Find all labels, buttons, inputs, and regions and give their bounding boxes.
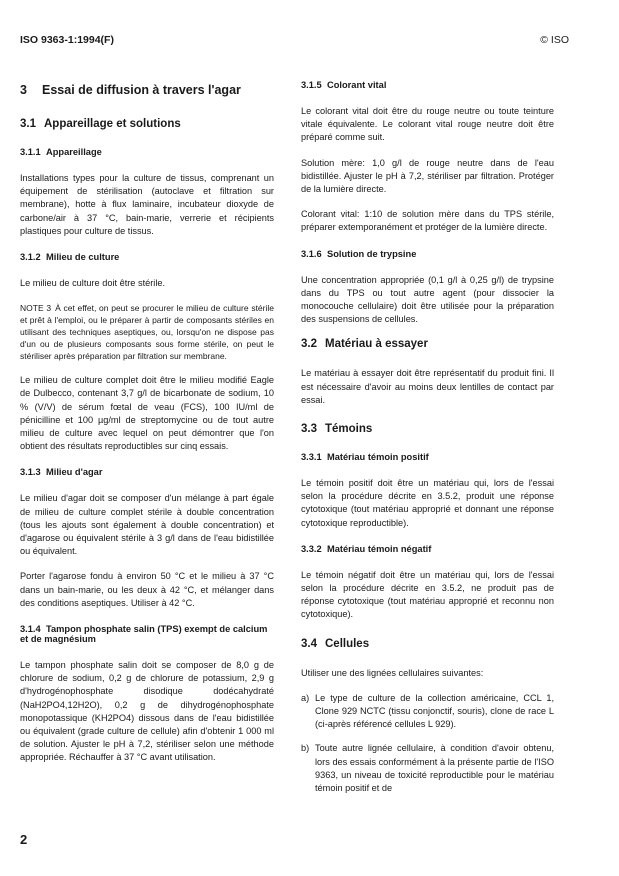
heading-3-1-3 xyxy=(20,467,274,477)
heading-3-1-5 xyxy=(301,80,554,90)
note-text: À cet effet, on peut se procurer le milieu de culture stérile et prêt à l'emploi, ou le préparer à partir de composants stériles en utilisant des techniques aseptiques, ou, lorsqu'on ne dispose pas d'un ou de plusieurs composants sous forme stérile, on peut le stériliser après préparation par filtration sur membrane. xyxy=(20,303,274,362)
heading-number: 3.1.1 xyxy=(20,147,41,157)
heading-title: Appareillage xyxy=(46,147,102,157)
paragraph-3-4: Utiliser une des lignées cellulaires suivantes: xyxy=(301,667,484,678)
heading-number: 3.3.2 xyxy=(301,543,322,554)
heading-number: 3.1.6 xyxy=(301,248,322,259)
heading-3-1-6 xyxy=(301,249,554,259)
heading-3-1-4 xyxy=(20,624,274,644)
heading-title: Matériau à essayer xyxy=(325,338,428,351)
left-column xyxy=(20,80,274,777)
heading-number: 3.1.2 xyxy=(20,252,41,263)
heading-number: 3.1 xyxy=(20,118,36,130)
heading-number: 3.2 xyxy=(301,338,317,351)
list-item xyxy=(301,692,554,732)
paragraph-3-1-5b: Solution mère: 1,0 g/l de rouge neutre dans de l'eau bidistillée. Ajuster le pH à 7,2, stériliser par filtration. Protéger de la lumière directe. xyxy=(301,157,554,195)
heading-title: Solution de trypsine xyxy=(327,248,417,259)
list-marker: a) xyxy=(301,692,310,703)
heading-3-3 xyxy=(301,423,554,435)
paragraph-3-1-5c: Colorant vital: 1:10 de solution mère dans du TPS stérile, préparer extemporanément et protéger de la lumière directe. xyxy=(301,209,554,233)
heading-title: Cellules xyxy=(325,637,370,650)
note-label: NOTE 3 xyxy=(20,303,52,314)
heading-3-2 xyxy=(301,338,554,350)
heading-number: 3.3.1 xyxy=(301,452,322,463)
heading-3-3-1 xyxy=(301,452,554,462)
heading-number: 3.3 xyxy=(301,423,317,436)
heading-number: 3.1.3 xyxy=(20,467,41,478)
list-text: Toute autre lignée cellulaire, à condition d'avoir obtenu, lors des essais conformément à la présente partie de l'ISO 9363, un niveau de toxicité reproductible pour le matériau témoin positif et de xyxy=(315,743,554,794)
heading-title: Matériau témoin positif xyxy=(327,452,429,463)
page-number: 2 xyxy=(20,832,28,847)
copyright-mark: © ISO xyxy=(540,34,569,46)
cell-line-list xyxy=(301,692,554,795)
paragraph-3-1-6: Une concentration appropriée (0,1 g/l à 0,25 g/l) de trypsine dans du TPS ou tout autre agent (pour dissocier la monocouche cellulaire) doit être utilisée pour la préparation des suspensions de cellules. xyxy=(301,274,554,325)
heading-title: Appareillage et solutions xyxy=(44,118,181,130)
right-column xyxy=(301,80,554,806)
heading-3-1-2 xyxy=(20,252,274,262)
heading-title: Tampon phosphate salin (TPS) exempt de calcium et de magnésium xyxy=(20,624,268,645)
paragraph-3-1-2b: Le milieu de culture complet doit être le milieu modifié Eagle de Dulbecco, contenant 3,7 g/l de bicarbonate de sodium, 10 % (V/V) de sérum fœtal de veau (FCS), 100 IU/ml de pénicilline et 100 µg/ml de streptomycine ou de tout autre milieu de culture avec lequel on peut démontrer que l'on obtient des résultats reproductibles sur cinq essais. xyxy=(20,375,274,452)
list-marker: b) xyxy=(301,743,310,754)
heading-title: Matériau témoin négatif xyxy=(327,543,432,554)
paragraph-3-3-1: Le témoin positif doit être un matériau qui, lors de l'essai selon la procédure décrite en 3.5.2, produit une réponse cytotoxique (tout matériau approprié et donnant une réponse cytotoxique reproductible). xyxy=(301,478,554,528)
heading-3-1 xyxy=(20,118,274,130)
heading-title: Colorant vital xyxy=(327,80,387,90)
heading-3-4 xyxy=(301,638,554,650)
paragraph-3-1-3b: Porter l'agarose fondu à environ 50 °C et le milieu à 37 °C dans un bain-marie, ou les deux à 42 °C, et mélanger dans des conditions aseptiques. Utiliser à 42 °C. xyxy=(20,571,274,608)
paragraph-3-1-5a: Le colorant vital doit être du rouge neutre ou toute teinture vitale équivalente. Le colorant vital rouge neutre doit être préparé comme suit. xyxy=(301,106,554,143)
note-3 xyxy=(20,302,274,362)
heading-number: 3.1.5 xyxy=(301,80,322,90)
heading-title: Témoins xyxy=(325,423,373,436)
heading-3-3-2 xyxy=(301,544,554,554)
heading-number: 3.4 xyxy=(301,637,317,650)
heading-title: Milieu d'agar xyxy=(46,467,103,478)
paragraph-3-1-1: Installations types pour la culture de tissus, comprenant un équipement de stérilisation (autoclave et filtration sur membrane), hotte à flux laminaire, incubateur dioxyde de carbone/air à 37 °C, bain-marie, verrerie et récipients plastiques pour culture de tissus. xyxy=(20,173,274,236)
heading-number: 3.1.4 xyxy=(20,624,41,635)
heading-title: Milieu de culture xyxy=(46,252,120,263)
heading-number: 3 xyxy=(20,83,27,97)
paragraph-3-1-2a: Le milieu de culture doit être stérile. xyxy=(20,278,166,289)
heading-3 xyxy=(20,83,274,97)
standard-reference: ISO 9363-1:1994(F) xyxy=(20,34,114,46)
paragraph-3-1-4: Le tampon phosphate salin doit se composer de 8,0 g de chlorure de sodium, 0,2 g de chlorure de potassium, 2,9 g d'hydrogénophosphate disodique dodécahydraté (NaH2PO4,12H2O), 0,2 g de dihydrogénophosphate monopotassique (KH2PO4) dissous dans de l'eau bidistillée ou équivalent (grade culture de cellule) afin d'obtenir 1 000 ml de solution. Ajuster le pH à 7,2, stériliser selon une méthode appropriée. Réchauffer à 37 °C avant utilisation. xyxy=(20,660,274,763)
heading-3-1-1 xyxy=(20,147,274,157)
paragraph-3-1-3a: Le milieu d'agar doit se composer d'un mélange à part égale de milieu de culture complet stérile à double concentration (tous les ajouts sont également à double concentration) et d'agarose ou équivalent stérile à 3 g/l dans de l'eau bidistillée ou équivalent. xyxy=(20,493,274,557)
list-item xyxy=(301,742,554,795)
heading-title: Essai de diffusion à travers l'agar xyxy=(42,83,241,97)
paragraph-3-3-2: Le témoin négatif doit être un matériau qui, lors de l'essai selon la procédure décrite en 3.5.2, ne produit pas de réponse cytotoxique (tout matériau approprié et reconnu non cytotoxique). xyxy=(301,569,554,620)
paragraph-3-2: Le matériau à essayer doit être représentatif du produit fini. Il est nécessaire d'avoir au moins deux lentilles de contact par essai. xyxy=(301,368,554,405)
list-text: Le type de culture de la collection américaine, CCL 1, Clone 929 NCTC (tissu conjonctif, souris), clone de race L (ci-après référencé cellules L 929). xyxy=(315,692,554,730)
